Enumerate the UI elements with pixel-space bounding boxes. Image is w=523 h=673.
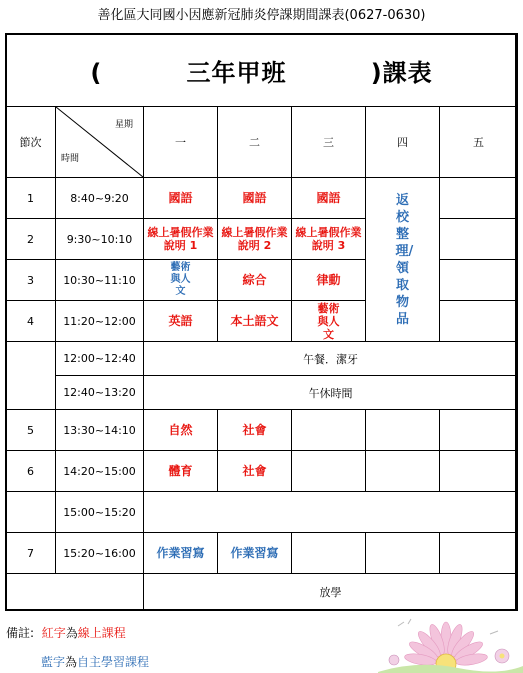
- time-slot: 12:40~13:20: [56, 376, 144, 410]
- class-cell: 本土語文: [218, 301, 292, 342]
- class-cell: 綜合: [218, 260, 292, 301]
- period-number: 7: [6, 533, 56, 574]
- day-header: 三: [292, 107, 366, 178]
- time-slot: 10:30~11:10: [56, 260, 144, 301]
- time-slot: 15:00~15:20: [56, 492, 144, 533]
- time-slot: 14:20~15:00: [56, 451, 144, 492]
- lunch-label: 午餐．潔牙: [144, 342, 518, 376]
- class-cell: 線上暑假作業說明 1: [144, 219, 218, 260]
- dismissal-label: 放學: [144, 574, 518, 611]
- period-number: 4: [6, 301, 56, 342]
- thursday-block: 返校整理/領取物品: [366, 178, 440, 342]
- table-border: [5, 33, 517, 611]
- class-cell: 線上暑假作業說明 3: [292, 219, 366, 260]
- period-number: 1: [6, 178, 56, 219]
- time-slot: 12:00~12:40: [56, 342, 144, 376]
- time-slot: 13:30~14:10: [56, 410, 144, 451]
- class-cell: 國語: [144, 178, 218, 219]
- class-cell: 線上暑假作業說明 2: [218, 219, 292, 260]
- period-number: 5: [6, 410, 56, 451]
- class-cell: 作業習寫: [144, 533, 218, 574]
- page-title: 善化區大同國小因應新冠肺炎停課期間課表(0627-0630): [97, 8, 426, 23]
- class-cell: 自然: [144, 410, 218, 451]
- flower-decoration: [378, 616, 523, 673]
- day-header: 一: [144, 107, 218, 178]
- period-number: 3: [6, 260, 56, 301]
- day-header: 四: [366, 107, 440, 178]
- time-slot: 9:30~10:10: [56, 219, 144, 260]
- period-number: 2: [6, 219, 56, 260]
- nap-label: 午休時間: [144, 376, 518, 410]
- class-cell: 體育: [144, 451, 218, 492]
- class-title: ( 三年甲班 )課表: [6, 34, 518, 107]
- time-slot: 15:20~16:00: [56, 533, 144, 574]
- period-number: 6: [6, 451, 56, 492]
- class-cell: 藝術與人文: [144, 260, 218, 301]
- period-header: 節次: [6, 107, 56, 178]
- class-cell: 英語: [144, 301, 218, 342]
- time-slot: 11:20~12:00: [56, 301, 144, 342]
- class-cell: 藝術與人文: [292, 301, 366, 342]
- class-cell: 律動: [292, 260, 366, 301]
- note-blue: 藍字為自主學習課程: [41, 655, 150, 669]
- time-label: 時間: [61, 154, 80, 164]
- class-cell: 國語: [292, 178, 366, 219]
- time-slot: 8:40~9:20: [56, 178, 144, 219]
- class-cell: 社會: [218, 451, 292, 492]
- class-cell: 國語: [218, 178, 292, 219]
- day-header: 二: [218, 107, 292, 178]
- class-cell: 作業習寫: [218, 533, 292, 574]
- weekday-label: 星期: [114, 120, 133, 130]
- class-cell: 社會: [218, 410, 292, 451]
- note-red: 備註: 紅字為線上課程: [6, 626, 126, 640]
- day-header: 五: [440, 107, 518, 178]
